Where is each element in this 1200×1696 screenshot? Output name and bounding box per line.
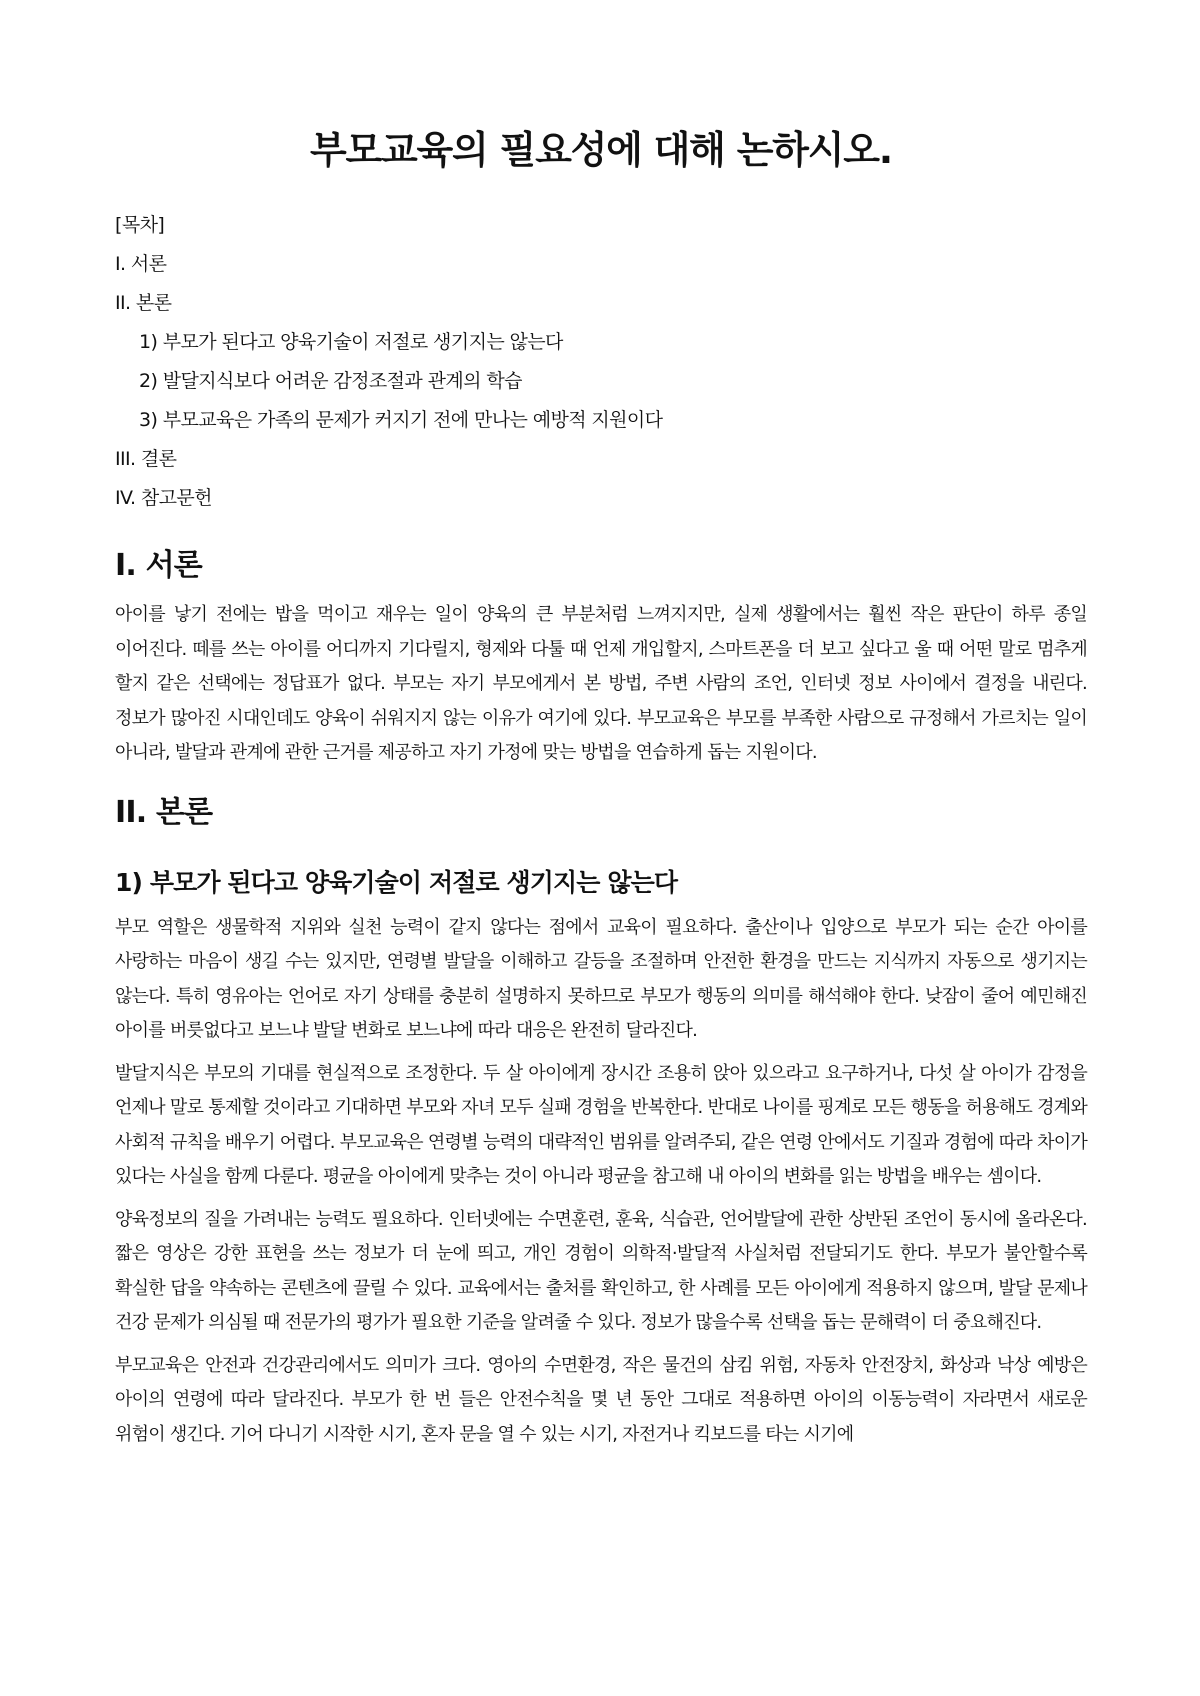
toc-item-body-3: 3) 부모교육은 가족의 문제가 커지기 전에 만나는 예방적 지원이다 [139, 409, 663, 431]
toc-item-body: II. 본론 [115, 292, 172, 314]
table-of-contents [115, 206, 1087, 518]
toc-item-body-2: 2) 발달지식보다 어려운 감정조절과 관계의 학습 [139, 370, 522, 392]
intro-heading: I. 서론 [115, 548, 202, 583]
toc-heading: [목차] [115, 214, 165, 236]
section1-paragraph-2: 발달지식은 부모의 기대를 현실적으로 조정한다. 두 살 아이에게 장시간 조용히 앉아 있으라고 요구하거나, 다섯 살 아이가 감정을 언제나 말로 통제할 것이라고 기대하면 부모와 자녀 모두 실패 경험을 반복한다. 반대로 나이를 핑계로 모든 행동을 허용해도 경계와 사회적 규칙을 배우기 어렵다. 부모교육은 연령별 능력의 대략적인 범위를 알려주되, 같은 연령 안에서도 기질과 경험에 따라 차이가 있다는 사실을 함께 다룬다. 평균을 아이에게 맞추는 것이 아니라 평균을 참고해 내 아이의 변화를 읽는 방법을 배우는 셈이다. [115, 1062, 1087, 1187]
document-title: 부모교육의 필요성에 대해 논하시오. [310, 128, 892, 172]
section1-heading: 1) 부모가 된다고 양육기술이 저절로 생기지는 않는다 [115, 867, 678, 897]
intro-paragraph: 아이를 낳기 전에는 밥을 먹이고 재우는 일이 양육의 큰 부분처럼 느껴지지만, 실제 생활에서는 훨씬 작은 판단이 하루 종일 이어진다. 떼를 쓰는 아이를 어디까지 기다릴지, 형제와 다툴 때 언제 개입할지, 스마트폰을 더 보고 싶다고 울 때 어떤 말로 멈추게 할지 같은 선택에는 정답표가 없다. 부모는 자기 부모에게서 본 방법, 주변 사람의 조언, 인터넷 정보 사이에서 결정을 내린다. 정보가 많아진 시대인데도 양육이 쉬워지지 않는 이유가 여기에 있다. 부모교육은 부모를 부족한 사람으로 규정해서 가르치는 일이 아니라, 발달과 관계에 관한 근거를 제공하고 자기 가정에 맞는 방법을 연습하게 돕는 지원이다. [115, 604, 1087, 763]
section1-paragraph-4: 부모교육은 안전과 건강관리에서도 의미가 크다. 영아의 수면환경, 작은 물건의 삼킴 위험, 자동차 안전장치, 화상과 낙상 예방은 아이의 연령에 따라 달라진다. 부모가 한 번 들은 안전수칙을 몇 년 동안 그대로 적용하면 아이의 이동능력이 자라면서 새로운 위험이 생긴다. 기어 다니기 시작한 시기, 혼자 문을 열 수 있는 시기, 자전거나 킥보드를 타는 시기에 [115, 1354, 1087, 1445]
toc-item-intro: I. 서론 [115, 253, 167, 275]
section1-paragraph-1: 부모 역할은 생물학적 지위와 실천 능력이 같지 않다는 점에서 교육이 필요하다. 출산이나 입양으로 부모가 되는 순간 아이를 사랑하는 마음이 생길 수는 있지만, 연령별 발달을 이해하고 갈등을 조절하며 안전한 환경을 만드는 지식까지 자동으로 생기지는 않는다. 특히 영유아는 언어로 자기 상태를 충분히 설명하지 못하므로 부모가 행동의 의미를 해석해야 한다. 낮잠이 줄어 예민해진 아이를 버릇없다고 보느냐 발달 변화로 보느냐에 따라 대응은 완전히 달라진다. [115, 916, 1087, 1041]
body-heading: II. 본론 [115, 794, 213, 830]
toc-item-conclusion: III. 결론 [115, 448, 177, 470]
section1-paragraph-3: 양육정보의 질을 가려내는 능력도 필요하다. 인터넷에는 수면훈련, 훈육, 식습관, 언어발달에 관한 상반된 조언이 동시에 올라온다. 짧은 영상은 강한 표현을 쓰는 정보가 더 눈에 띄고, 개인 경험이 의학적·발달적 사실처럼 전달되기도 한다. 부모가 불안할수록 확실한 답을 약속하는 콘텐츠에 끌릴 수 있다. 교육에서는 출처를 확인하고, 한 사례를 모든 아이에게 적용하지 않으며, 발달 문제나 건강 문제가 의심될 때 전문가의 평가가 필요한 기준을 알려줄 수 있다. 정보가 많을수록 선택을 돕는 문해력이 더 중요해진다. [115, 1208, 1087, 1333]
toc-item-references: IV. 참고문헌 [115, 487, 212, 509]
toc-item-body-1: 1) 부모가 된다고 양육기술이 저절로 생기지는 않는다 [139, 331, 563, 353]
